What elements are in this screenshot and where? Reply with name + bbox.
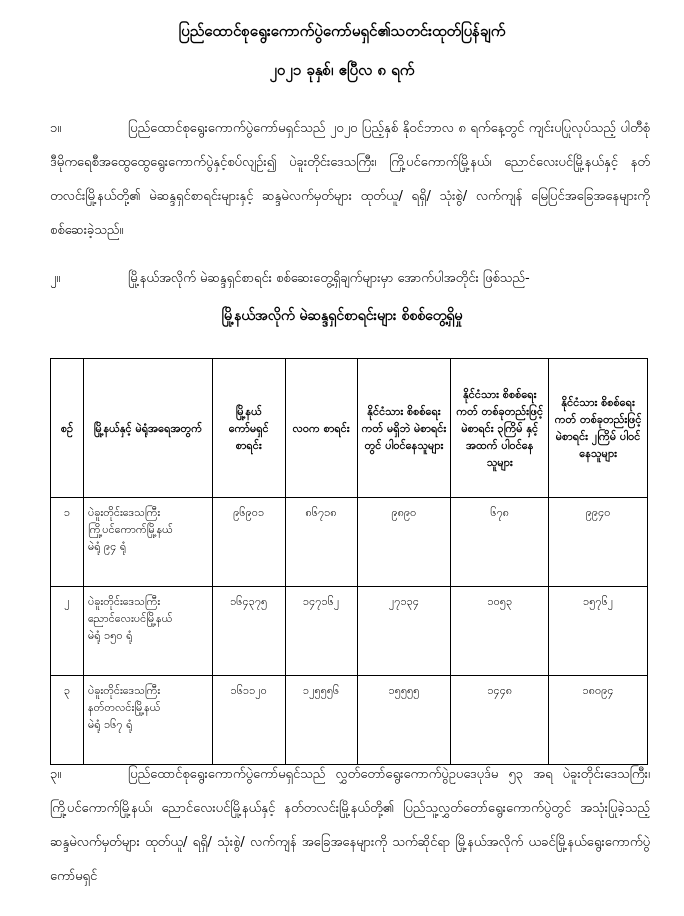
- cell-township-name: ညောင်လေးပင်မြို့နယ်: [87, 612, 173, 625]
- cell-three-times: ၁၄၄၈: [451, 676, 549, 765]
- cell-immigration: ၁၂၅၅၅၆: [285, 676, 357, 765]
- cell-two-times: ၁၈၀၉၄: [549, 676, 648, 765]
- cell-serial: ၁: [51, 498, 84, 587]
- cell-immigration: ၈၆၇၁၈: [285, 498, 357, 587]
- cell-township-name: ကြို့ပင်ကောက်မြို့နယ်: [87, 523, 173, 536]
- cell-no-card: ၂၇၁၃၄: [357, 587, 451, 676]
- table-row: [51, 676, 648, 765]
- paragraph-1-text: ပြည်ထောင်စုရွေးကောက်ပွဲကော်မရှင်သည် ၂၀၂၀ ပြည့်နှစ် နိုဝင်ဘာလ ၈ ရက်နေ့တွင် ကျင်းပပြုလုပ်သည့် ပါတီစုံဒီမိုကရေစီအထွေထွေရွေးကောက်ပွဲနှင့်စပ်လျဉ်း၍ ပဲခူးတိုင်းဒေသကြီး၊ ကြို့ပင်ကောက်မြို့နယ်၊ ညောင်လေးပင်မြို့နယ်နှင့် နတ်တလင်းမြို့နယ်တို့၏ မဲဆန္ဒရှင်စာရင်းများနှင့် ဆန္ဒမဲလက်မှတ်များ ထုတ်ယူ/ ရရှိ/ သုံးစွဲ/ လက်ကျန် မြေပြင်အခြေအနေများကို စစ်ဆေးခဲ့သည်။: [50, 121, 650, 238]
- col-header-serial: စဉ်: [51, 359, 84, 498]
- paragraph-2-text: မြို့နယ်အလိုက် မဲဆန္ဒရှင်စာရင်း စစ်ဆေးတွေ့ရှိချက်များမှာ အောက်ပါအတိုင်း ဖြစ်သည်-: [128, 271, 530, 286]
- document-title: ပြည်ထောင်စုရွေးကောက်ပွဲကော်မရှင်၏သတင်းထုတ်ပြန်ချက်: [178, 22, 506, 40]
- paragraph-2-number: ၂။: [50, 271, 61, 286]
- cell-region: ပဲခူးတိုင်းဒေသကြီး: [87, 506, 161, 519]
- voter-list-table: [50, 358, 648, 765]
- cell-serial: ၂: [51, 587, 84, 676]
- paragraph-3: [50, 758, 650, 894]
- paragraph-1-number: ၁။: [50, 121, 62, 136]
- col-header-three-times: နိုင်ငံသား စိစစ်ရေးကတ် တစ်ခုတည်းဖြင့် မဲစာရင်း ၃ကြိမ် နှင့် အထက် ပါဝင်နေသူများ: [451, 359, 549, 498]
- cell-commission: ၉၆၉၀၁: [212, 498, 285, 587]
- cell-commission: ၁၆၁၁၂၀: [212, 676, 285, 765]
- cell-stations: မဲရုံ ၉၄ ရုံ: [87, 540, 127, 553]
- cell-stations: မဲရုံ ၁၆၇ ရုံ: [87, 718, 133, 731]
- cell-commission: ၁၆၄၃၇၅: [212, 587, 285, 676]
- cell-two-times: ၉၉၄၀: [549, 498, 648, 587]
- cell-township-name: နတ်တလင်းမြို့နယ်: [87, 701, 161, 714]
- table-row: [51, 587, 648, 676]
- document-date: ၂၀၂၁ ခုနှစ်၊ ဧပြီလ ၈ ရက်: [269, 61, 415, 79]
- col-header-immigration-list: လဝက စာရင်း: [285, 359, 357, 498]
- cell-no-card: ၁၅၅၅၅: [357, 676, 451, 765]
- cell-two-times: ၁၅၇၆၂: [549, 587, 648, 676]
- paragraph-1: [50, 112, 650, 248]
- col-header-two-times: နိုင်ငံသား စိစစ်ရေးကတ် တစ်ခုတည်းဖြင့် မဲစာရင်း ၂ကြိမ် ပါဝင်နေသူများ: [549, 359, 648, 498]
- cell-no-card: ၉၈၉၀: [357, 498, 451, 587]
- paragraph-3-text: ပြည်ထောင်စုရွေးကောက်ပွဲကော်မရှင်သည် လွှတ်တော်ရွေးကောက်ပွဲဥပဒေပုဒ်မ ၅၃ အရ ပဲခူးတိုင်းဒေသကြီး၊ ကြို့ပင်ကောက်မြို့နယ်၊ ညောင်လေးပင်မြို့နယ်နှင့် နတ်တလင်းမြို့နယ်တို့၏ ပြည်သူ့လွှတ်တော်ရွေးကောက်ပွဲတွင် အသုံးပြုခဲ့သည့် ဆန္ဒမဲလက်မှတ်များ ထုတ်ယူ/ ရရှိ/ သုံးစွဲ/ လက်ကျန် အခြေအနေများကို သက်ဆိုင်ရာ မြို့နယ်အလိုက် ယခင်မြို့နယ်ရွေးကောက်ပွဲကော်မရှင်: [50, 767, 650, 884]
- cell-region: ပဲခူးတိုင်းဒေသကြီး: [87, 684, 161, 697]
- cell-three-times: ၆၇၈: [451, 498, 549, 587]
- cell-township: [83, 498, 212, 587]
- col-header-commission-list: မြို့နယ် ကော်မရှင် စာရင်း: [212, 359, 285, 498]
- cell-serial: ၃: [51, 676, 84, 765]
- cell-stations: မဲရုံ ၁၅၀ ရုံ: [87, 629, 133, 642]
- table-header-row: [51, 359, 648, 498]
- cell-three-times: ၁၀၅၃: [451, 587, 549, 676]
- cell-immigration: ၁၄၇၁၆၂: [285, 587, 357, 676]
- col-header-township: မြို့နယ်နှင့် မဲရုံအရေအတွက်: [83, 359, 212, 498]
- cell-township: [83, 676, 212, 765]
- col-header-no-id-card: နိုင်ငံသား စိစစ်ရေးကတ် မရှိဘဲ မဲစာရင်းတွင် ပါဝင်နေသူများ: [357, 359, 451, 498]
- cell-region: ပဲခူးတိုင်းဒေသကြီး: [87, 595, 161, 608]
- table-title: မြို့နယ်အလိုက် မဲဆန္ဒရှင်စာရင်းများ စိစစ်တွေ့ရှိမှု: [221, 308, 463, 324]
- cell-township: [83, 587, 212, 676]
- paragraph-2: [50, 262, 650, 296]
- table-row: [51, 498, 648, 587]
- paragraph-3-number: ၃။: [50, 767, 62, 782]
